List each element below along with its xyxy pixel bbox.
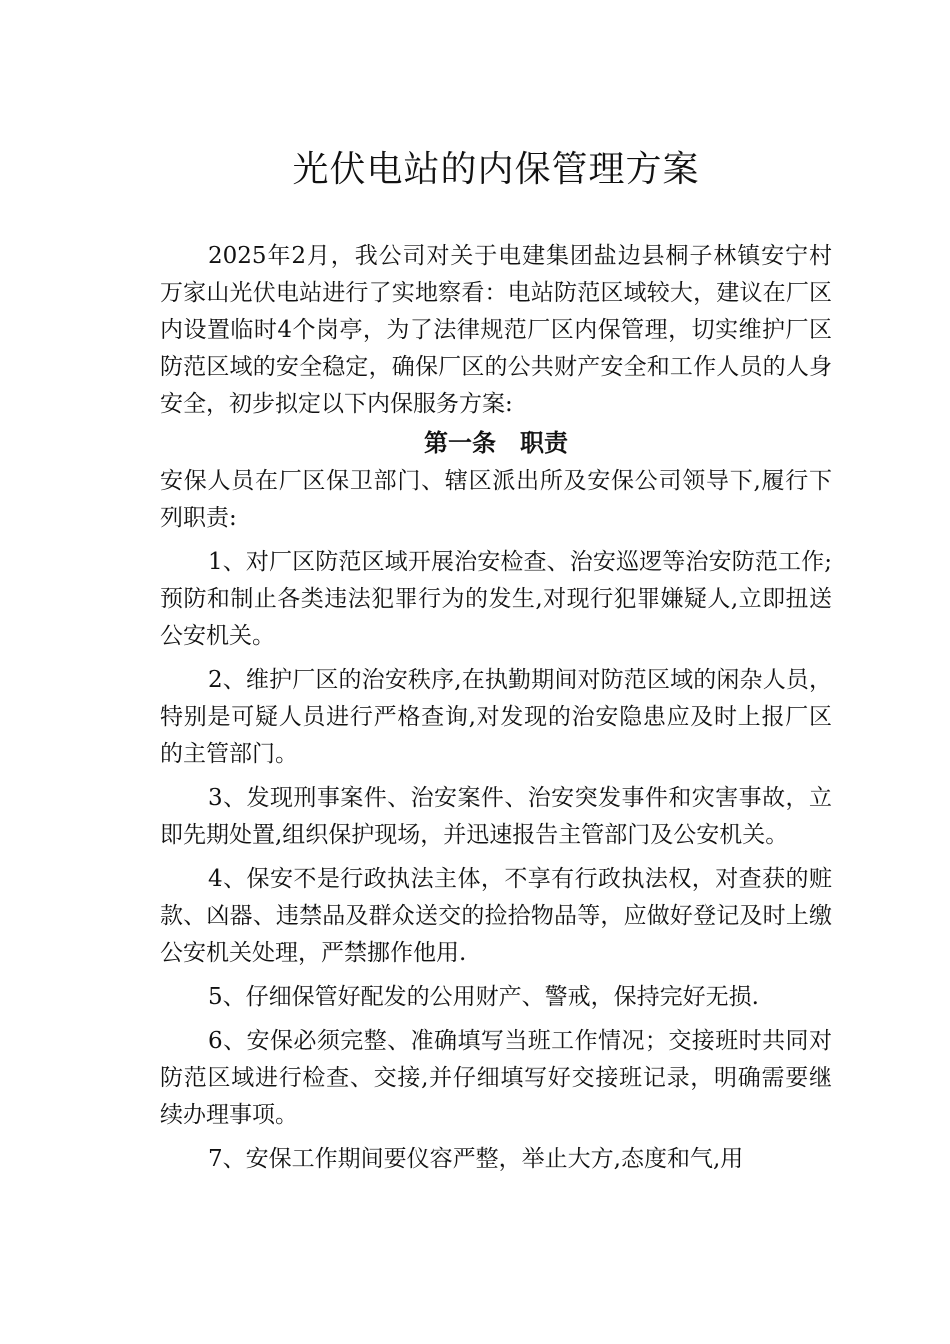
duty-item-4: 4、保安不是行政执法主体，不享有行政执法权，对查获的赃款、凶器、违禁品及群众送交的捡拾物品等，应做好登记及时上缴公安机关处理，严禁挪作他用. xyxy=(160,866,832,966)
duty-item-7: 7、安保工作期间要仪容严整，举止大方,态度和气,用 xyxy=(208,1146,744,1172)
duty-item-5: 5、仔细保管好配发的公用财产、警戒，保持完好无损. xyxy=(208,984,759,1010)
intro-paragraph: 2025年2月，我公司对关于电建集团盐边县桐子林镇安宁村万家山光伏电站进行了实地察看：电站防范区域较大，建议在厂区内设置临时4个岗亭，为了法律规范厂区内保管理，切实维护厂区防范区域的安全稳定，确保厂区的公共财产安全和工作人员的人身安全，初步拟定以下内保服务方案: xyxy=(160,243,832,417)
duty-item-6: 6、安保必须完整、准确填写当班工作情况；交接班时共同对防范区域进行检查、交接,并仔细填写好交接班记录，明确需要继续办理事项。 xyxy=(160,1028,832,1128)
duty-item-2: 2、维护厂区的治安秩序,在执勤期间对防范区域的闲杂人员，特别是可疑人员进行严格查询,对发现的治安隐患应及时上报厂区的主管部门。 xyxy=(160,667,832,767)
document-title: 光伏电站的内保管理方案 xyxy=(292,149,700,190)
section-heading: 第一条 职责 xyxy=(424,429,568,457)
document-body xyxy=(160,238,832,1178)
section-lead-paragraph: 安保人员在厂区保卫部门、辖区派出所及安保公司领导下,履行下列职责: xyxy=(160,468,832,531)
duty-item-1: 1、对厂区防范区域开展治安检查、治安巡逻等治安防范工作;预防和制止各类违法犯罪行为的发生,对现行犯罪嫌疑人,立即扭送公安机关。 xyxy=(160,549,832,649)
duty-item-3: 3、发现刑事案件、治安案件、治安突发事件和灾害事故，立即先期处置,组织保护现场，并迅速报告主管部门及公安机关。 xyxy=(160,785,832,848)
